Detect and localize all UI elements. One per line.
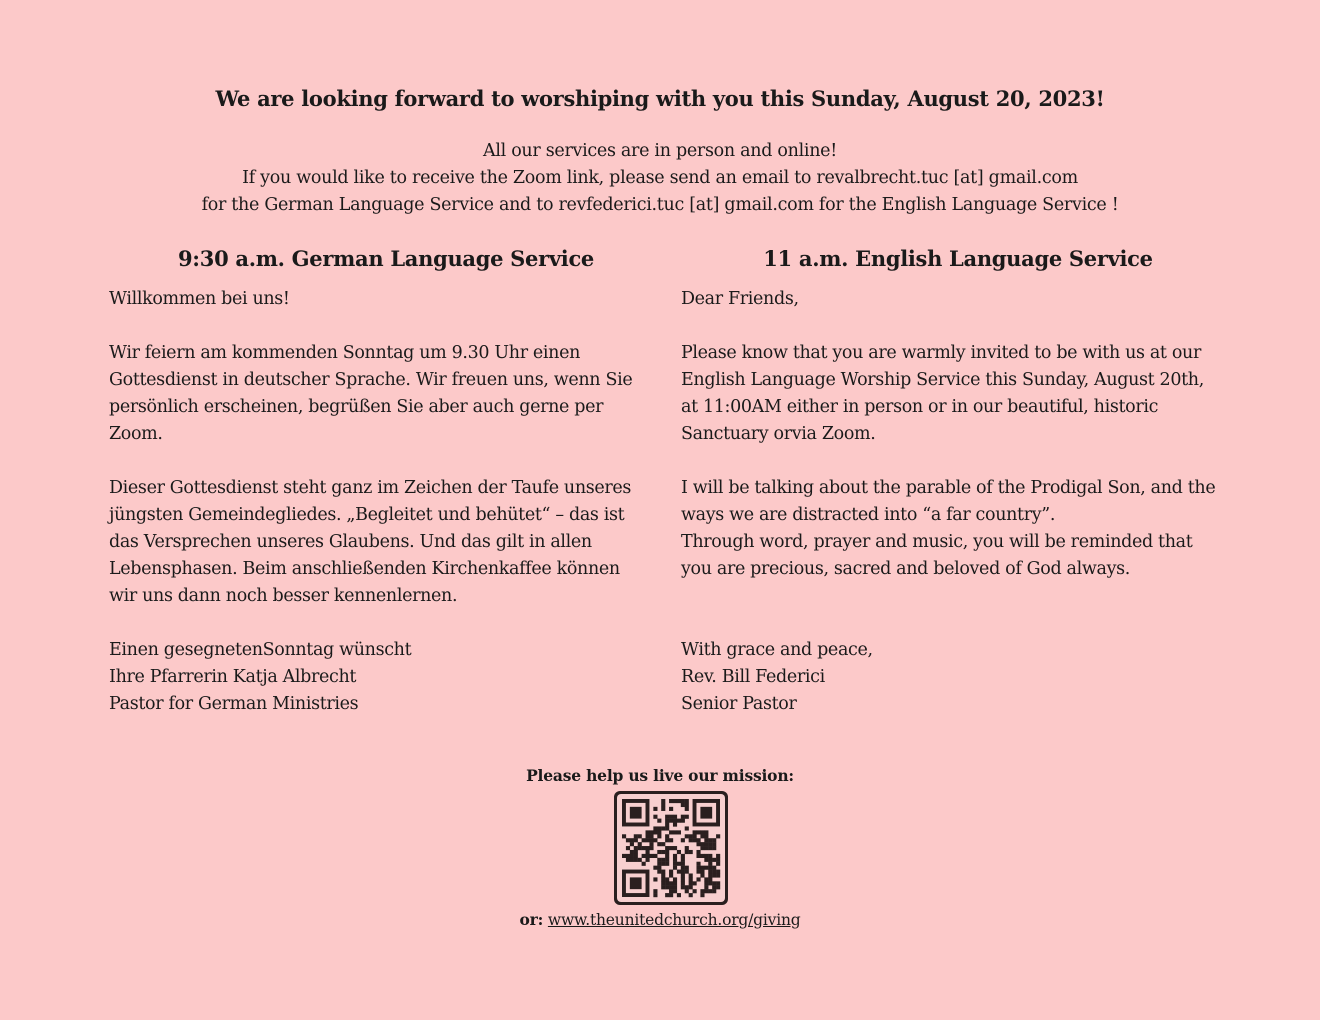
intro-text	[0, 138, 1320, 219]
giving-link[interactable]: www.theunitedchurch.org/giving	[547, 911, 801, 929]
intro-line: All our services are in person and online!	[483, 141, 837, 161]
german-service-title: 9:30 a.m. German Language Service	[178, 246, 594, 271]
english-text-line: at 11:00AM either in person or in our beautiful, historic	[681, 397, 1159, 417]
english-text-line: Senior Pastor	[681, 694, 797, 714]
german-service-text	[109, 286, 669, 718]
german-text-line: Einen gesegnetenSonntag wünscht	[109, 640, 412, 660]
english-text-line: ways we are distracted into “a far country”.	[681, 505, 1056, 525]
blank-line	[681, 610, 1271, 637]
german-text-line: jüngsten Gemeindegliedes. „Begleitet und behütet“ – das ist	[109, 505, 625, 525]
qr-code-icon[interactable]	[614, 791, 728, 905]
page-headline: We are looking forward to worshiping with you this Sunday, August 20, 2023!	[215, 86, 1105, 111]
english-text-line: Rev. Bill Federici	[681, 667, 825, 687]
intro-line: If you would like to receive the Zoom link, please send an email to revalbrecht.tuc [at] gmail.com	[242, 168, 1078, 188]
blank-line	[109, 313, 669, 340]
german-text-line: Wir feiern am kommenden Sonntag um 9.30 Uhr einen	[109, 343, 581, 363]
english-service-text	[681, 286, 1271, 718]
blank-line	[109, 610, 669, 637]
german-text-line: Gottesdienst in deutscher Sprache. Wir freuen uns, wenn Sie	[109, 370, 633, 390]
german-text-line: Zoom.	[109, 424, 163, 444]
german-text-line: Ihre Pfarrerin Katja Albrecht	[109, 667, 357, 687]
german-text-line: Dieser Gottesdienst steht ganz im Zeichen der Taufe unseres	[109, 478, 632, 498]
english-text-line: With grace and peace,	[681, 640, 873, 660]
blank-line	[681, 313, 1271, 340]
or-label: or:	[519, 910, 544, 929]
german-text-line: wir uns dann noch besser kennenlernen.	[109, 586, 458, 606]
english-text-line: Please know that you are warmly invited to be with us at our	[681, 343, 1201, 363]
german-text-line: persönlich erscheinen, begrüßen Sie aber auch gerne per	[109, 397, 604, 417]
english-text-line: I will be talking about the parable of the Prodigal Son, and the	[681, 478, 1216, 498]
german-text-line: Lebensphasen. Beim anschließenden Kirchenkaffee können	[109, 559, 620, 579]
english-text-line: Through word, prayer and music, you will be reminded that	[681, 532, 1193, 552]
blank-line	[109, 448, 669, 475]
blank-line	[681, 448, 1271, 475]
english-text-line: English Language Worship Service this Sunday, August 20th,	[681, 370, 1204, 390]
german-text-line: das Versprechen unseres Glaubens. Und das gilt in allen	[109, 532, 592, 552]
english-text-line: you are precious, sacred and beloved of God always.	[681, 559, 1130, 579]
mission-heading: Please help us live our mission:	[526, 766, 794, 785]
english-service-title: 11 a.m. English Language Service	[763, 246, 1153, 271]
giving-line	[0, 910, 1320, 929]
intro-line: for the German Language Service and to revfederici.tuc [at] gmail.com for the English Language Service !	[201, 195, 1119, 215]
blank-line	[681, 583, 1271, 610]
german-text-line: Willkommen bei uns!	[109, 289, 290, 309]
german-text-line: Pastor for German Ministries	[109, 694, 359, 714]
english-text-line: Sanctuary orvia Zoom.	[681, 424, 876, 444]
english-text-line: Dear Friends,	[681, 289, 799, 309]
